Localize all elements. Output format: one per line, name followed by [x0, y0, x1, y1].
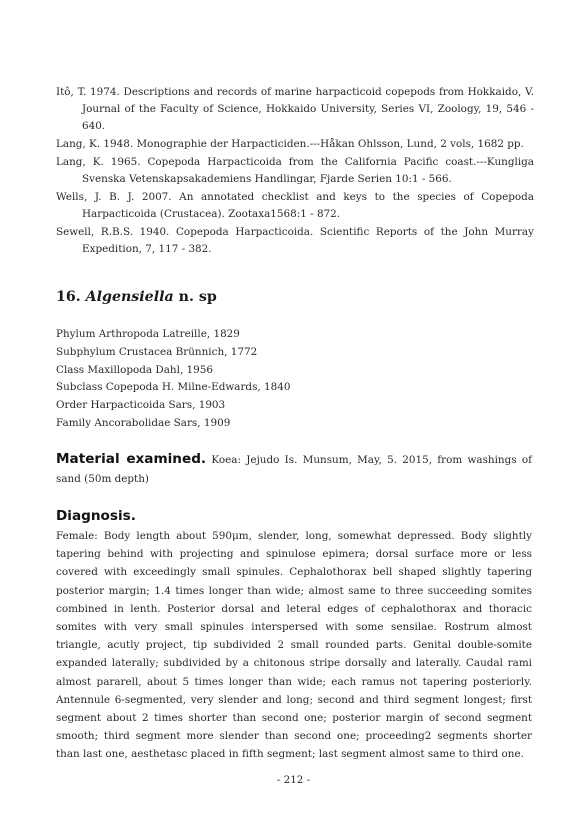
material-text: Koea: Jejudo Is. Munsum, May, 5. 2015, from washings of sand (50m depth): [56, 454, 532, 485]
reference-entry: Sewell, R.B.S. 1940. Copepoda Harpacticoida. Scientific Reports of the John Murray Expedition, 7, 117 - 382.: [56, 225, 534, 255]
species-heading: [56, 288, 217, 306]
taxonomy-rank: Subclass Copepoda H. Milne-Edwards, 1840: [56, 381, 291, 394]
genus-name: Algensiella: [85, 289, 174, 305]
diagnosis-title: Diagnosis.: [56, 508, 136, 524]
species-suffix: n. sp: [178, 289, 217, 305]
taxonomy-list: [56, 326, 290, 433]
material-label: Material examined.: [56, 451, 207, 467]
reference-entry: Itô, T. 1974. Descriptions and records of marine harpacticoid copepods from Hokkaido, V. Journal of the Faculty of Science, Hokkaido University, Series VI, Zoology, 19, 546 - 640.: [56, 86, 534, 133]
taxonomy-rank: Order Harpacticoida Sars, 1903: [56, 399, 226, 412]
taxonomy-rank: Subphylum Crustacea Brünnich, 1772: [56, 345, 258, 358]
section-number: 16.: [56, 289, 81, 305]
taxonomy-rank: Family Ancorabolidae Sars, 1909: [56, 416, 231, 429]
diagnosis-text: Female: Body length about 590μm, slender, long, somewhat depressed. Body slightly tapering behind with projecting and spinulose epimera; dorsal surface more or less covered with exceedingly small spinules. Cephalothorax bell shaped slightly tapering posterior margin; 1.4 times longer than wide; almost same to three succeeding somites combined in lenth. Posterior dorsal and leteral edges of cephalothorax and thoracic somites with very small spinules interspersed with some sensilae. Rostrum almost triangle, acutly project, tip subdivided 2 small rounded parts. Genital double-somite expanded laterally; subdivided by a chitonous stripe dorsally and laterally. Caudal rami almost pararell, about 5 times longer than wide; each ramus not tapering posteriorly. Antennule 6-segmented, very slender and long; second and third segment longest; first segment about 2 times shorter than second one; posterior margin of second segment smooth; third segment more slender than second one; proceeding2 segments shorter than last one, aesthetasc placed in fifth segment; last segment almost same to third one.: [56, 530, 532, 761]
reference-entry: Lang, K. 1965. Copepoda Harpacticoida from the California Pacific coast.---Kungliga Svenska Vetenskapsakademiens Handlingar, Fjarde Serien 10:1 - 566.: [56, 155, 534, 186]
reference-entry: Wells, J. B. J. 2007. An annotated checklist and keys to the species of Copepoda Harpacticoida (Crustacea). Zootaxa1568:1 - 872.: [56, 190, 534, 220]
taxonomy-rank: Class Maxillopoda Dahl, 1956: [56, 363, 214, 376]
reference-list: [56, 84, 534, 258]
taxonomy-rank: Phylum Arthropoda Latreille, 1829: [56, 328, 240, 340]
page-number: - 212 -: [276, 774, 311, 786]
reference-entry: Lang, K. 1948. Monographie der Harpacticiden.---Håkan Ohlsson, Lund, 2 vols, 1682 pp.: [56, 138, 524, 151]
material-examined: [56, 450, 532, 489]
